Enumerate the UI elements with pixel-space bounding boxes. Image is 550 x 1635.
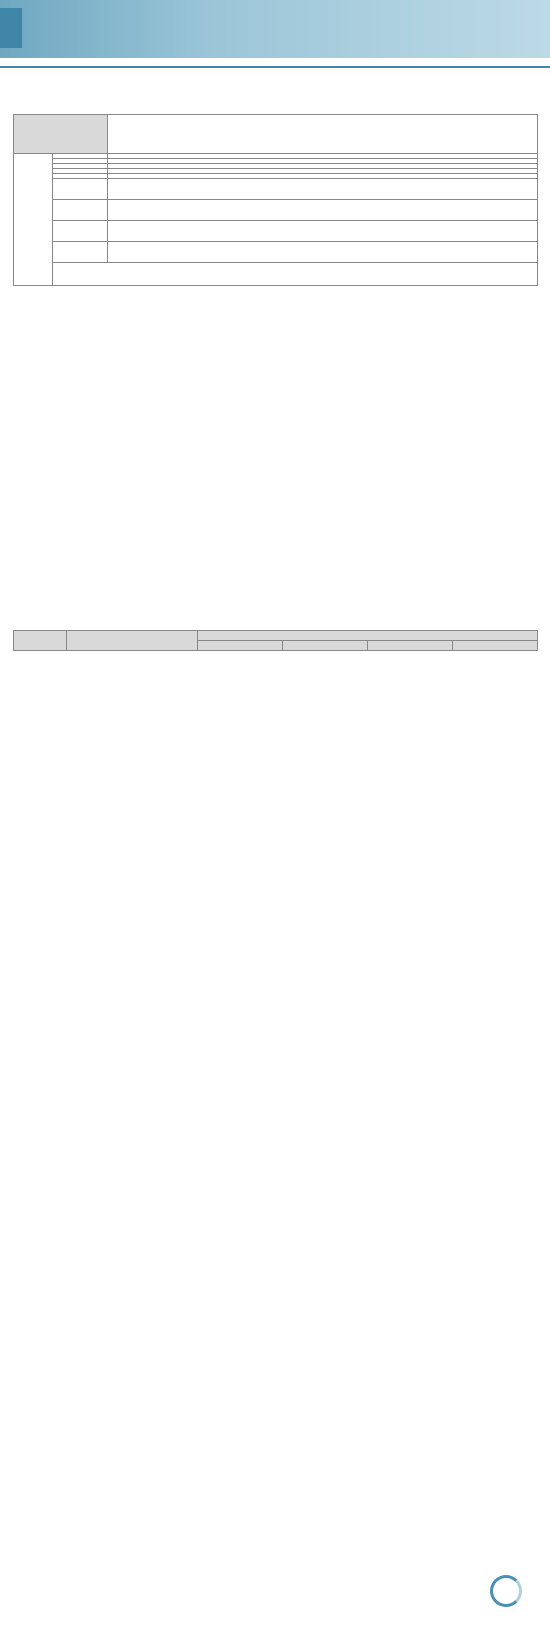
floor-row [14, 179, 538, 200]
header-datetime [67, 631, 198, 651]
page-title [30, 10, 38, 48]
floor-row [14, 200, 538, 221]
land-cell [108, 115, 538, 154]
floor-rooms [108, 200, 538, 221]
land-label [14, 115, 108, 154]
floor-name [53, 242, 108, 263]
floor-name [53, 221, 108, 242]
header-land [198, 641, 283, 651]
header-vat [368, 641, 453, 651]
header-rule [0, 66, 550, 68]
schedule-table [13, 630, 538, 651]
header-building [283, 641, 368, 651]
header-banner [0, 0, 550, 58]
building-label [14, 154, 53, 286]
floor-row [14, 242, 538, 263]
floor-rooms [108, 221, 538, 242]
header-accent [0, 8, 22, 48]
schedule-header [14, 631, 538, 641]
floor-name [53, 200, 108, 221]
company-logo-icon [490, 1575, 522, 1607]
floor-rooms [108, 179, 538, 200]
header-sum [453, 641, 538, 651]
header-price-group [198, 631, 538, 641]
total-text [53, 263, 538, 286]
property-table [13, 114, 538, 286]
land-row [14, 115, 538, 154]
floor-row [14, 221, 538, 242]
header-round [14, 631, 67, 651]
total-row [14, 263, 538, 286]
floor-rooms [108, 242, 538, 263]
floor-name [53, 179, 108, 200]
